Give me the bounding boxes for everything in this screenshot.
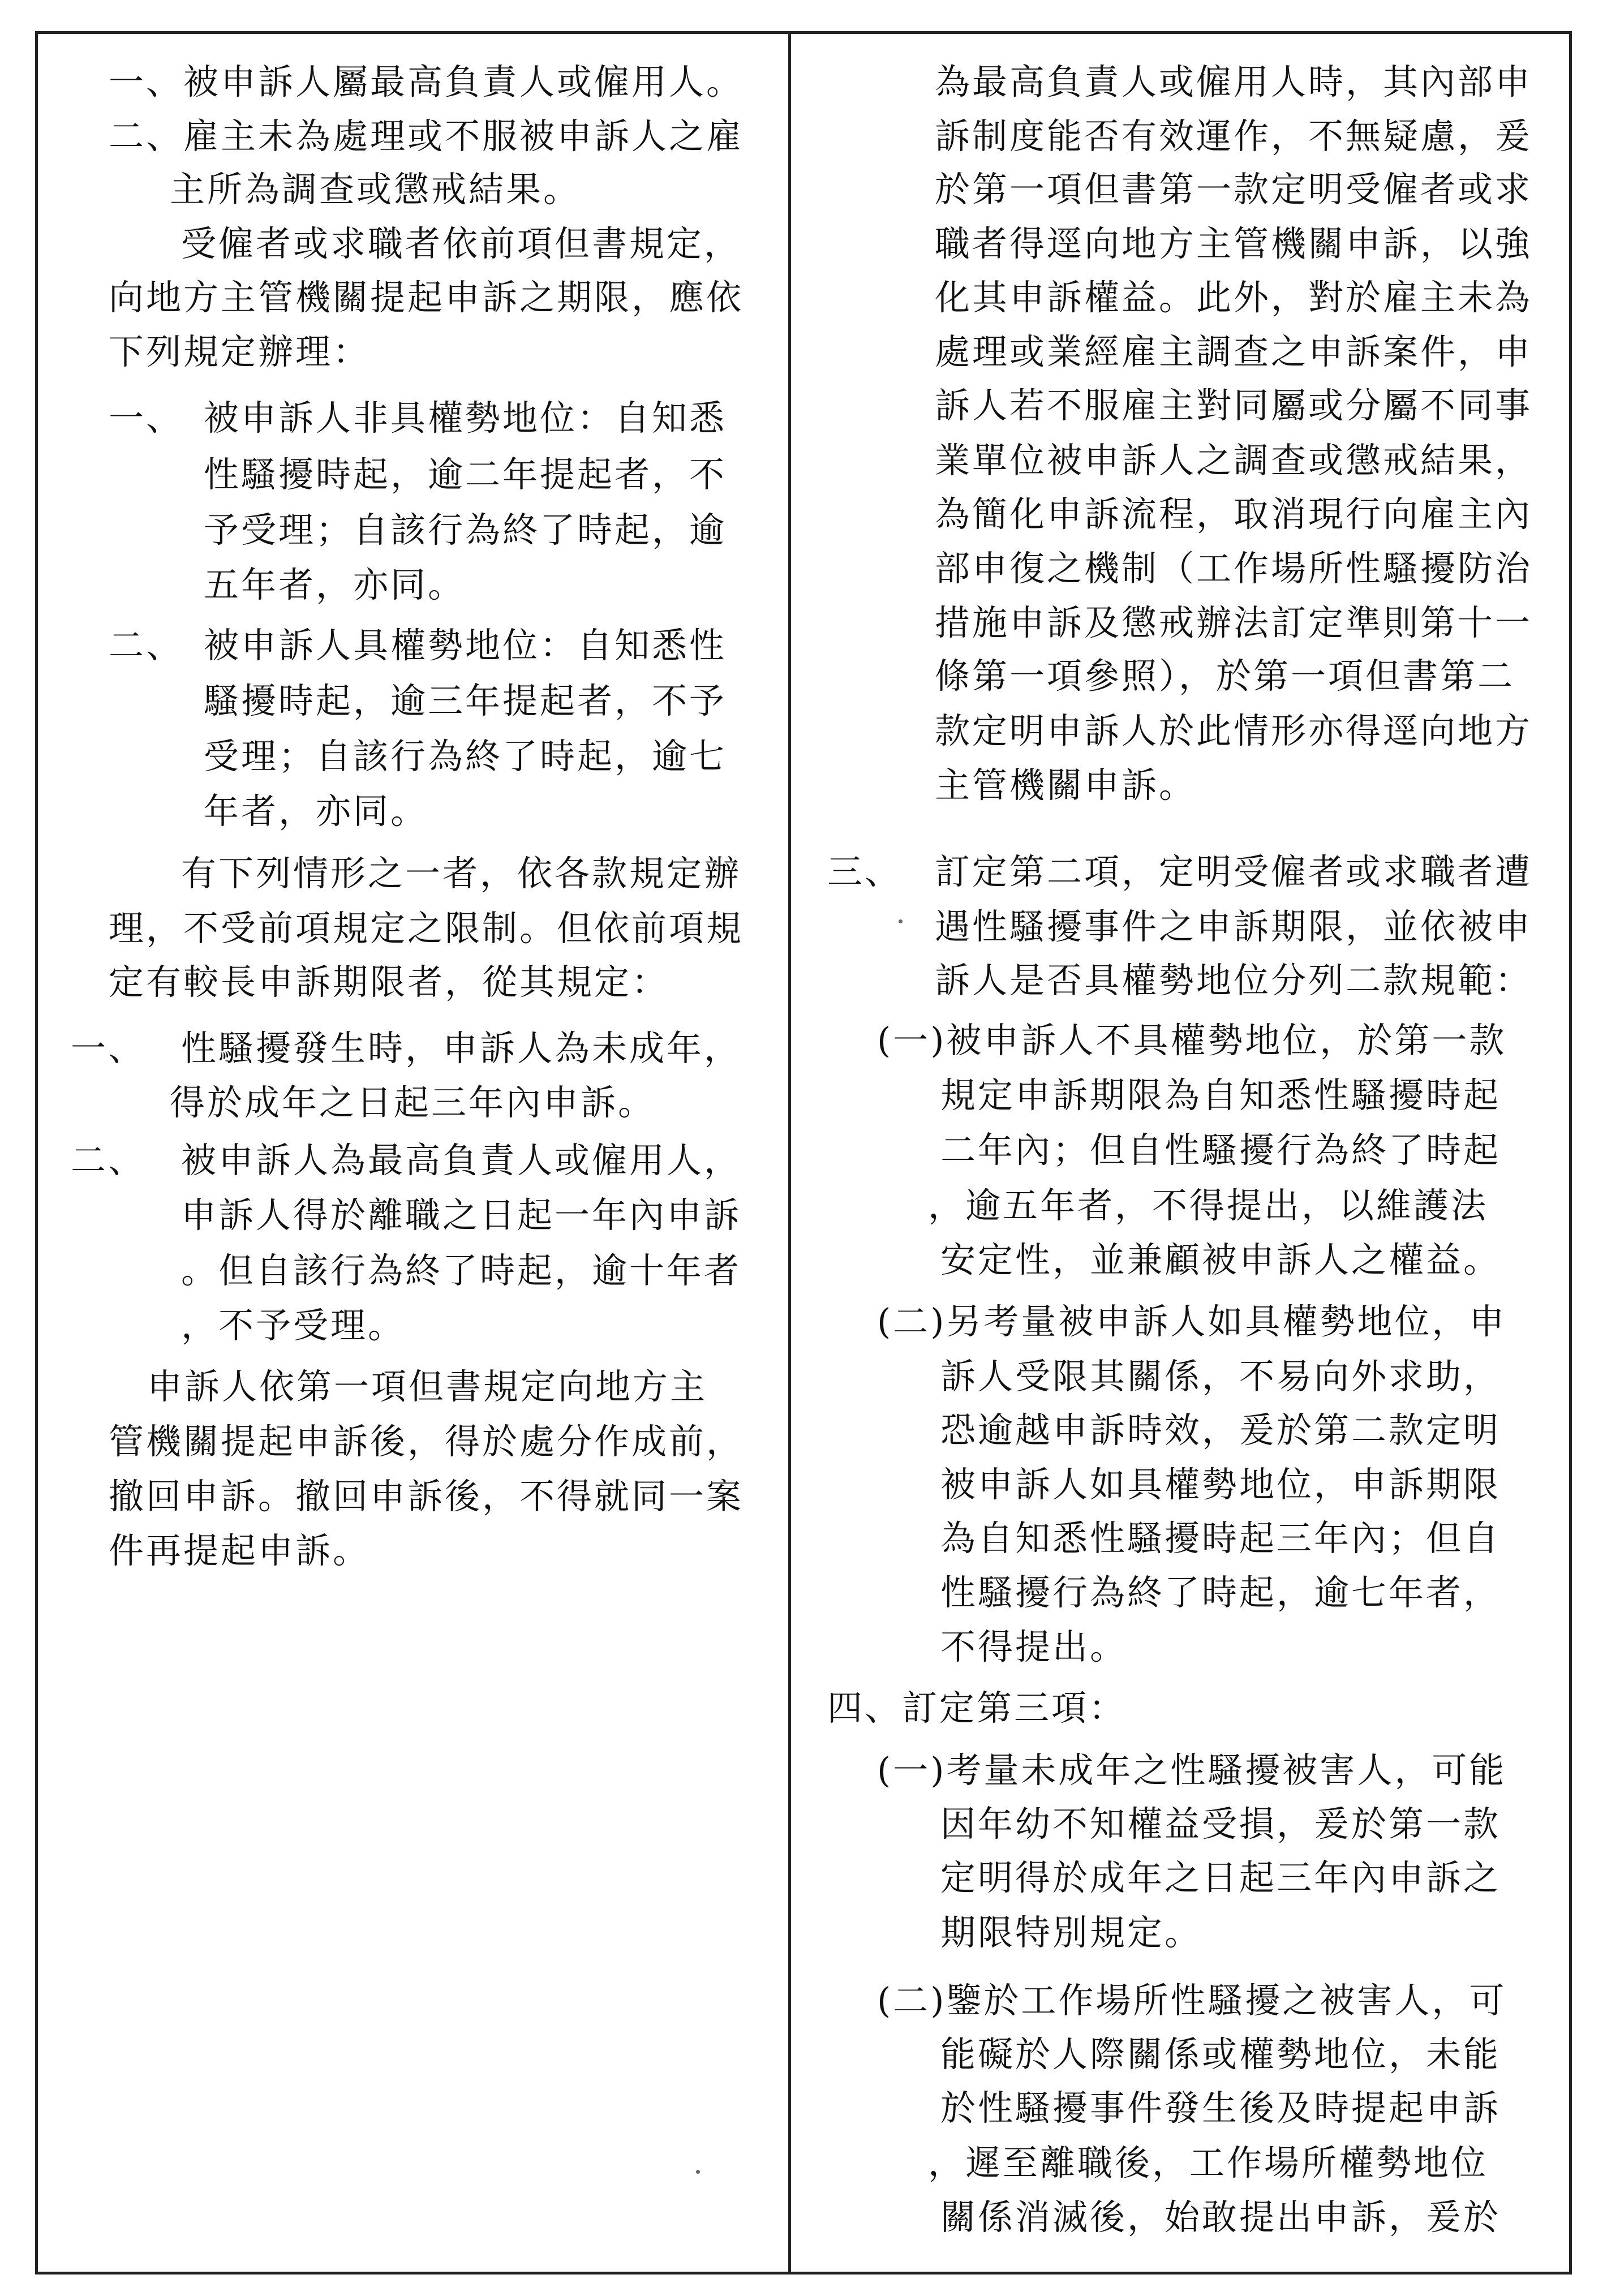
right-line: 於性騷擾事件發生後及時提起申訴: [940, 2087, 1501, 2129]
right-line: 處理或業經雇主調查之申訴案件，申: [935, 331, 1533, 372]
right-line: 條第一項參照），於第一項但書第二: [935, 655, 1515, 696]
right-line: 訴人是否具權勢地位分列二款規範：: [935, 960, 1533, 1001]
left-line: 有下列情形之一者，依各款規定辦: [181, 853, 742, 894]
left-item-marker: 二、: [71, 1140, 146, 1181]
left-line: 申訴人得於離職之日起一年內申訴: [181, 1194, 742, 1236]
right-line: 定明得於成年之日起三年內申訴之: [940, 1857, 1501, 1898]
right-line: 期限特別規定。: [940, 1912, 1202, 1953]
right-line: 能礙於人際關係或權勢地位，未能: [940, 2033, 1501, 2075]
left-line: 受僱者或求職者依前項但書規定，: [181, 223, 742, 264]
left-line: 得於成年之日起三年內申訴。: [170, 1082, 656, 1123]
right-item-marker: 三、: [827, 851, 903, 892]
scan-speck: [696, 2170, 700, 2174]
right-line: 遇性騷擾事件之申訴期限，並依被申: [935, 906, 1533, 947]
right-line: 訴人受限其關係，不易向外求助，: [940, 1356, 1501, 1397]
left-line: 向地方主管機關提起申訴之期限，應依: [109, 277, 744, 318]
right-line: 措施申訴及懲戒辦法訂定準則第十一: [935, 602, 1533, 643]
right-line: 關係消滅後，始敢提出申訴，爰於: [940, 2196, 1501, 2238]
right-line: 主管機關申訴。: [935, 764, 1197, 806]
right-line: 為最高負責人或僱用人時，其內部申: [935, 61, 1533, 102]
right-line: 為自知悉性騷擾時起三年內；但自: [940, 1517, 1501, 1559]
scan-speck: [899, 919, 903, 923]
left-line: 被申訴人具權勢地位：自知悉性: [204, 625, 727, 666]
left-item-marker: 二、: [109, 625, 184, 666]
table-left-border: [35, 31, 38, 2274]
left-line: 下列規定辦理：: [109, 331, 371, 372]
left-line: 。但自該行為終了時起，逾十年者: [181, 1250, 742, 1291]
right-line: 不得提出。: [940, 1626, 1128, 1667]
right-line: 性騷擾行為終了時起，逾七年者，: [940, 1572, 1501, 1613]
right-line: 訂定第二項，定明受僱者或求職者遭: [935, 851, 1533, 892]
left-line: ，不予受理。: [181, 1305, 406, 1346]
right-line: 被申訴人如具權勢地位，申訴期限: [940, 1464, 1501, 1505]
right-line: 四、訂定第三項：: [827, 1687, 1127, 1729]
right-line: 於第一項但書第一款定明受僱者或求: [935, 169, 1533, 210]
right-line: (一)被申訴人不具權勢地位，於第一款: [877, 1020, 1507, 1061]
left-item-marker: 一、: [71, 1027, 146, 1069]
right-line: 訴制度能否有效運作，不無疑慮，爰: [935, 115, 1533, 157]
right-line: 安定性，並兼顧被申訴人之權益。: [940, 1239, 1501, 1280]
right-line: ，遲至離職後，工作場所權勢地位: [928, 2142, 1489, 2183]
table-bottom-border: [35, 2272, 1572, 2274]
left-line: 件再提起申訴。: [109, 1530, 371, 1571]
left-line: 管機關提起申訴後，得於處分作成前，: [109, 1421, 744, 1462]
right-line: 二年內；但自性騷擾行為終了時起: [940, 1129, 1501, 1171]
table-top-border: [35, 31, 1572, 34]
right-line: 化其申訴權益。此外，對於雇主未為: [935, 277, 1533, 318]
right-line: (二)鑒於工作場所性騷擾之被害人，可: [877, 1980, 1507, 2021]
right-line: ，逾五年者，不得提出，以維護法: [928, 1185, 1489, 1226]
left-line: 主所為調查或懲戒結果。: [170, 169, 581, 210]
table-column-divider: [788, 31, 791, 2274]
right-line: 規定申訴期限為自知悉性騷擾時起: [940, 1074, 1501, 1116]
left-item-marker: 一、: [109, 397, 184, 438]
right-line: 款定明申訴人於此情形亦得逕向地方: [935, 710, 1533, 751]
left-line: 予受理；自該行為終了時起，逾: [204, 509, 727, 551]
left-line: 性騷擾時起，逾二年提起者，不: [204, 454, 727, 495]
table-right-border: [1569, 31, 1572, 2274]
left-line: 年者，亦同。: [204, 790, 428, 832]
left-line: 撤回申訴。撤回申訴後，不得就同一案: [109, 1476, 744, 1517]
left-line: 一、被申訴人屬最高負責人或僱用人。: [109, 61, 744, 102]
left-line: 理，不受前項規定之限制。但依前項規: [109, 908, 744, 949]
left-line: 性騷擾發生時，申訴人為未成年，: [181, 1027, 742, 1069]
left-line: 二、雇主未為處理或不服被申訴人之雇: [109, 115, 744, 157]
left-line: 騷擾時起，逾三年提起者，不予: [204, 680, 727, 721]
right-line: 部申復之機制（工作場所性騷擾防治: [935, 548, 1533, 589]
left-line: 定有較長申訴期限者，從其規定：: [109, 961, 669, 1003]
right-line: 訴人若不服雇主對同屬或分屬不同事: [935, 385, 1533, 426]
left-line: 被申訴人為最高負責人或僱用人，: [181, 1140, 742, 1181]
right-line: (一)考量未成年之性騷擾被害人，可能: [877, 1749, 1507, 1791]
right-line: 為簡化申訴流程，取消現行向雇主內: [935, 493, 1533, 535]
right-line: 業單位被申訴人之調查或懲戒結果，: [935, 440, 1533, 481]
left-line: 申訴人依第一項但書規定向地方主: [147, 1366, 708, 1407]
right-line: (二)另考量被申訴人如具權勢地位，申: [877, 1301, 1507, 1342]
right-line: 因年幼不知權益受損，爰於第一款: [940, 1803, 1501, 1844]
left-line: 五年者，亦同。: [204, 564, 466, 605]
left-line: 受理；自該行為終了時起，逾七: [204, 736, 727, 777]
left-line: 被申訴人非具權勢地位：自知悉: [204, 397, 727, 438]
right-line: 職者得逕向地方主管機關申訴，以強: [935, 223, 1533, 264]
right-line: 恐逾越申訴時效，爰於第二款定明: [940, 1409, 1501, 1451]
